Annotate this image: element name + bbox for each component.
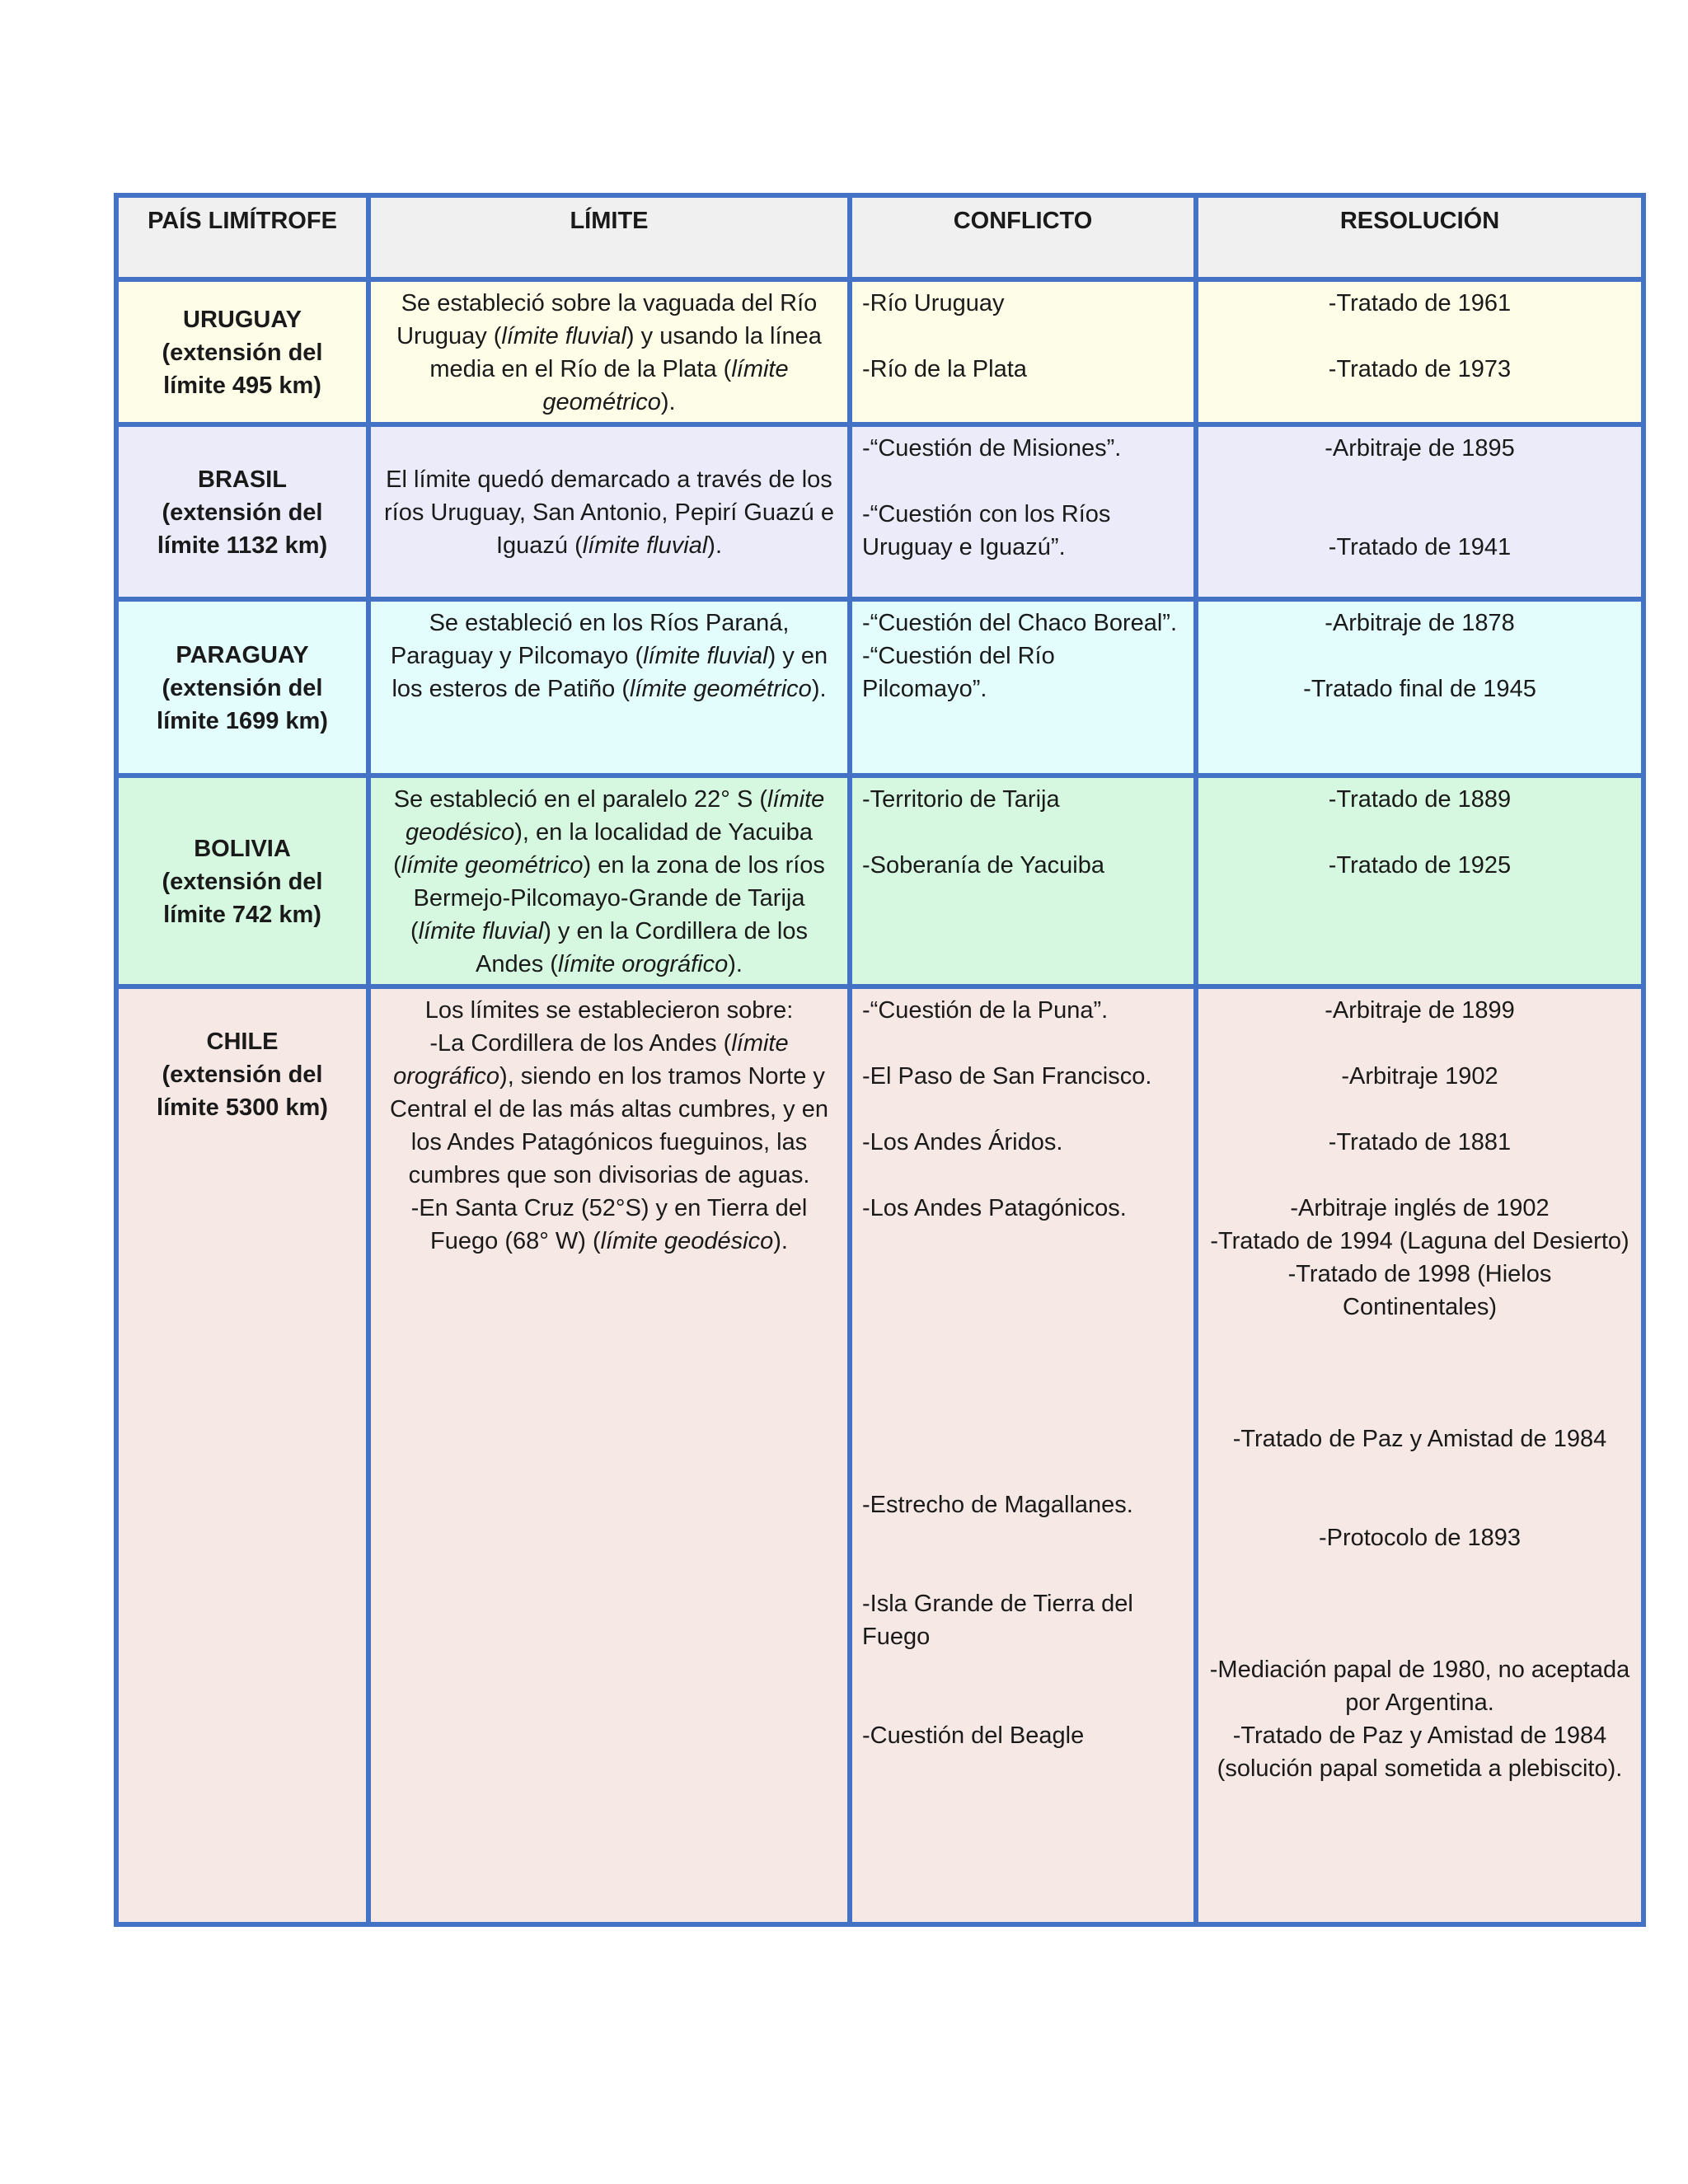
resolution-cell-brasil xyxy=(1196,424,1643,599)
limit-text: ). xyxy=(773,1228,788,1254)
conflict-item: -Isla Grande de Tierra del Fuego xyxy=(862,1591,1133,1650)
limit-type: límite orográfico xyxy=(557,951,729,977)
country-extension: (extensión del xyxy=(162,869,323,895)
conflict-cell-chile xyxy=(850,987,1196,1924)
header-conflict: CONFLICTO xyxy=(850,195,1196,279)
borders-table xyxy=(114,193,1646,1927)
country-extension-km: límite 5300 km) xyxy=(157,1094,328,1121)
resolution-cell-bolivia xyxy=(1196,776,1643,987)
limit-type: límite fluvial xyxy=(643,643,768,669)
conflict-cell-uruguay xyxy=(850,279,1196,424)
resolution-item: -Tratado de 1941 xyxy=(1328,534,1512,560)
limit-type: límite orográfico xyxy=(393,1030,789,1090)
conflict-cell-bolivia xyxy=(850,776,1196,987)
conflict-item: -“Cuestión de Misiones”. xyxy=(862,435,1122,462)
country-cell-chile xyxy=(116,987,368,1924)
table-row xyxy=(116,424,1643,599)
resolution-item: -Tratado de 1881 xyxy=(1328,1129,1512,1155)
resolution-cell-paraguay xyxy=(1196,599,1643,776)
limit-type: límite geométrico xyxy=(542,356,789,415)
country-cell-brasil xyxy=(116,424,368,599)
limit-type: límite fluvial xyxy=(418,918,544,944)
limit-paragraph xyxy=(381,1027,837,1192)
conflict-cell-paraguay xyxy=(850,599,1196,776)
resolution-item: -Arbitraje de 1899 xyxy=(1325,997,1515,1024)
resolution-item: -Arbitraje de 1895 xyxy=(1325,435,1515,462)
conflict-item: -El Paso de San Francisco. xyxy=(862,1063,1152,1090)
limit-text: -La Cordillera de los Andes ( xyxy=(429,1030,732,1057)
conflict-item: -Los Andes Patagónicos. xyxy=(862,1195,1127,1221)
resolution-item: -Tratado de 1973 xyxy=(1328,356,1512,382)
limit-text: ). xyxy=(707,532,722,559)
country-name: CHILE xyxy=(206,1029,279,1055)
limit-type: límite geodésico xyxy=(406,786,825,846)
country-extension: (extensión del xyxy=(162,1062,323,1088)
conflict-item: -“Cuestión de la Puna”. xyxy=(862,997,1109,1024)
country-extension-km: límite 1699 km) xyxy=(157,708,328,734)
limit-type: límite geométrico xyxy=(630,676,812,702)
resolution-item: -Tratado de Paz y Amistad de 1984 (solución papal sometida a plebiscito). xyxy=(1217,1722,1623,1782)
limit-text: Se estableció en el paralelo 22° S ( xyxy=(393,786,768,813)
country-name: BRASIL xyxy=(198,466,287,493)
header-limit: LÍMITE xyxy=(368,195,850,279)
country-extension: (extensión del xyxy=(162,340,323,366)
limit-text: ) y en la Cordillera de los Andes ( xyxy=(476,918,808,977)
resolution-item: -Arbitraje de 1878 xyxy=(1325,610,1515,636)
limit-type: límite geodésico xyxy=(600,1228,774,1254)
limit-text: ). xyxy=(728,951,743,977)
conflict-item: -Soberanía de Yacuiba xyxy=(862,852,1104,879)
table-row xyxy=(116,987,1643,1924)
conflict-item: -Estrecho de Magallanes. xyxy=(862,1492,1133,1518)
country-extension-km: límite 742 km) xyxy=(163,902,321,928)
resolution-item: -Tratado de 1994 (Laguna del Desierto) xyxy=(1210,1228,1629,1254)
limit-text: Se estableció sobre la vaguada del Río Uruguay ( xyxy=(396,290,818,349)
country-extension: (extensión del xyxy=(162,499,323,526)
limit-text: Se estableció en los Ríos Paraná, Paraguay y Pilcomayo ( xyxy=(390,610,790,669)
limit-cell-uruguay xyxy=(368,279,850,424)
limit-text: ). xyxy=(660,389,676,415)
resolution-item: -Tratado de Paz y Amistad de 1984 xyxy=(1232,1426,1607,1452)
header-resolution: RESOLUCIÓN xyxy=(1196,195,1643,279)
conflict-item: -“Cuestión del Río Pilcomayo”. xyxy=(862,643,1055,702)
resolution-item: -Tratado de 1889 xyxy=(1328,786,1512,813)
conflict-item: -Los Andes Áridos. xyxy=(862,1129,1063,1155)
resolution-cell-uruguay xyxy=(1196,279,1643,424)
table-row xyxy=(116,599,1643,776)
limit-cell-bolivia xyxy=(368,776,850,987)
conflict-item: -“Cuestión con los Ríos Uruguay e Iguazú”. xyxy=(862,501,1111,560)
resolution-item: -Arbitraje 1902 xyxy=(1341,1063,1498,1090)
conflict-item: -Cuestión del Beagle xyxy=(862,1722,1085,1749)
limit-type: límite fluvial xyxy=(501,323,626,349)
resolution-item: -Tratado de 1998 (Hielos Continentales) xyxy=(1287,1261,1552,1320)
country-extension-km: límite 1132 km) xyxy=(157,532,328,559)
country-name: BOLIVIA xyxy=(194,836,291,862)
conflict-cell-brasil xyxy=(850,424,1196,599)
limit-text: El límite quedó demarcado a través de los ríos Uruguay, San Antonio, Pepirí Guazú e Iguazú ( xyxy=(384,466,834,559)
limit-text: -En Santa Cruz (52°S) y en Tierra del Fuego (68° W) ( xyxy=(410,1195,808,1254)
resolution-item: -Arbitraje inglés de 1902 xyxy=(1290,1195,1550,1221)
resolution-item: -Tratado final de 1945 xyxy=(1303,676,1536,702)
header-country: PAÍS LIMÍTROFE xyxy=(116,195,368,279)
limit-paragraph xyxy=(381,1192,837,1258)
limit-text: ), en la localidad de Yacuiba ( xyxy=(393,819,813,879)
resolution-item: -Mediación papal de 1980, no aceptada por Argentina. xyxy=(1209,1657,1630,1716)
limit-type: límite fluvial xyxy=(582,532,708,559)
resolution-item: -Tratado de 1961 xyxy=(1328,290,1512,316)
limit-type: límite geométrico xyxy=(401,852,584,879)
table-row xyxy=(116,776,1643,987)
resolution-item: -Tratado de 1925 xyxy=(1328,852,1512,879)
country-name: PARAGUAY xyxy=(176,642,309,668)
table-row xyxy=(116,279,1643,424)
limit-cell-chile xyxy=(368,987,850,1924)
resolution-cell-chile xyxy=(1196,987,1643,1924)
conflict-item: -“Cuestión del Chaco Boreal”. xyxy=(862,610,1178,636)
country-cell-paraguay xyxy=(116,599,368,776)
limit-text: ) y usando la línea media en el Río de la Plata ( xyxy=(429,323,822,382)
resolution-item: -Protocolo de 1893 xyxy=(1318,1525,1522,1551)
limit-intro: Los límites se establecieron sobre: xyxy=(424,997,794,1024)
country-name: URUGUAY xyxy=(183,307,302,333)
country-extension: (extensión del xyxy=(162,675,323,701)
limit-text: ), siendo en los tramos Norte y Central el de las más altas cumbres, y en los Andes Patagónicos fueguinos, las cumbres que son divisorias de aguas. xyxy=(390,1063,828,1188)
limit-cell-brasil xyxy=(368,424,850,599)
limit-text: ) y en los esteros de Patiño ( xyxy=(392,643,828,702)
limit-text: ). xyxy=(811,676,827,702)
country-extension-km: límite 495 km) xyxy=(163,373,321,399)
conflict-item: -Río de la Plata xyxy=(862,356,1027,382)
header-row xyxy=(116,195,1643,279)
conflict-item: -Río Uruguay xyxy=(862,290,1005,316)
conflict-item: -Territorio de Tarija xyxy=(862,786,1060,813)
limit-cell-paraguay xyxy=(368,599,850,776)
country-cell-uruguay xyxy=(116,279,368,424)
limit-text: ) en la zona de los ríos Bermejo-Pilcomayo-Grande de Tarija ( xyxy=(410,852,825,944)
country-cell-bolivia xyxy=(116,776,368,987)
